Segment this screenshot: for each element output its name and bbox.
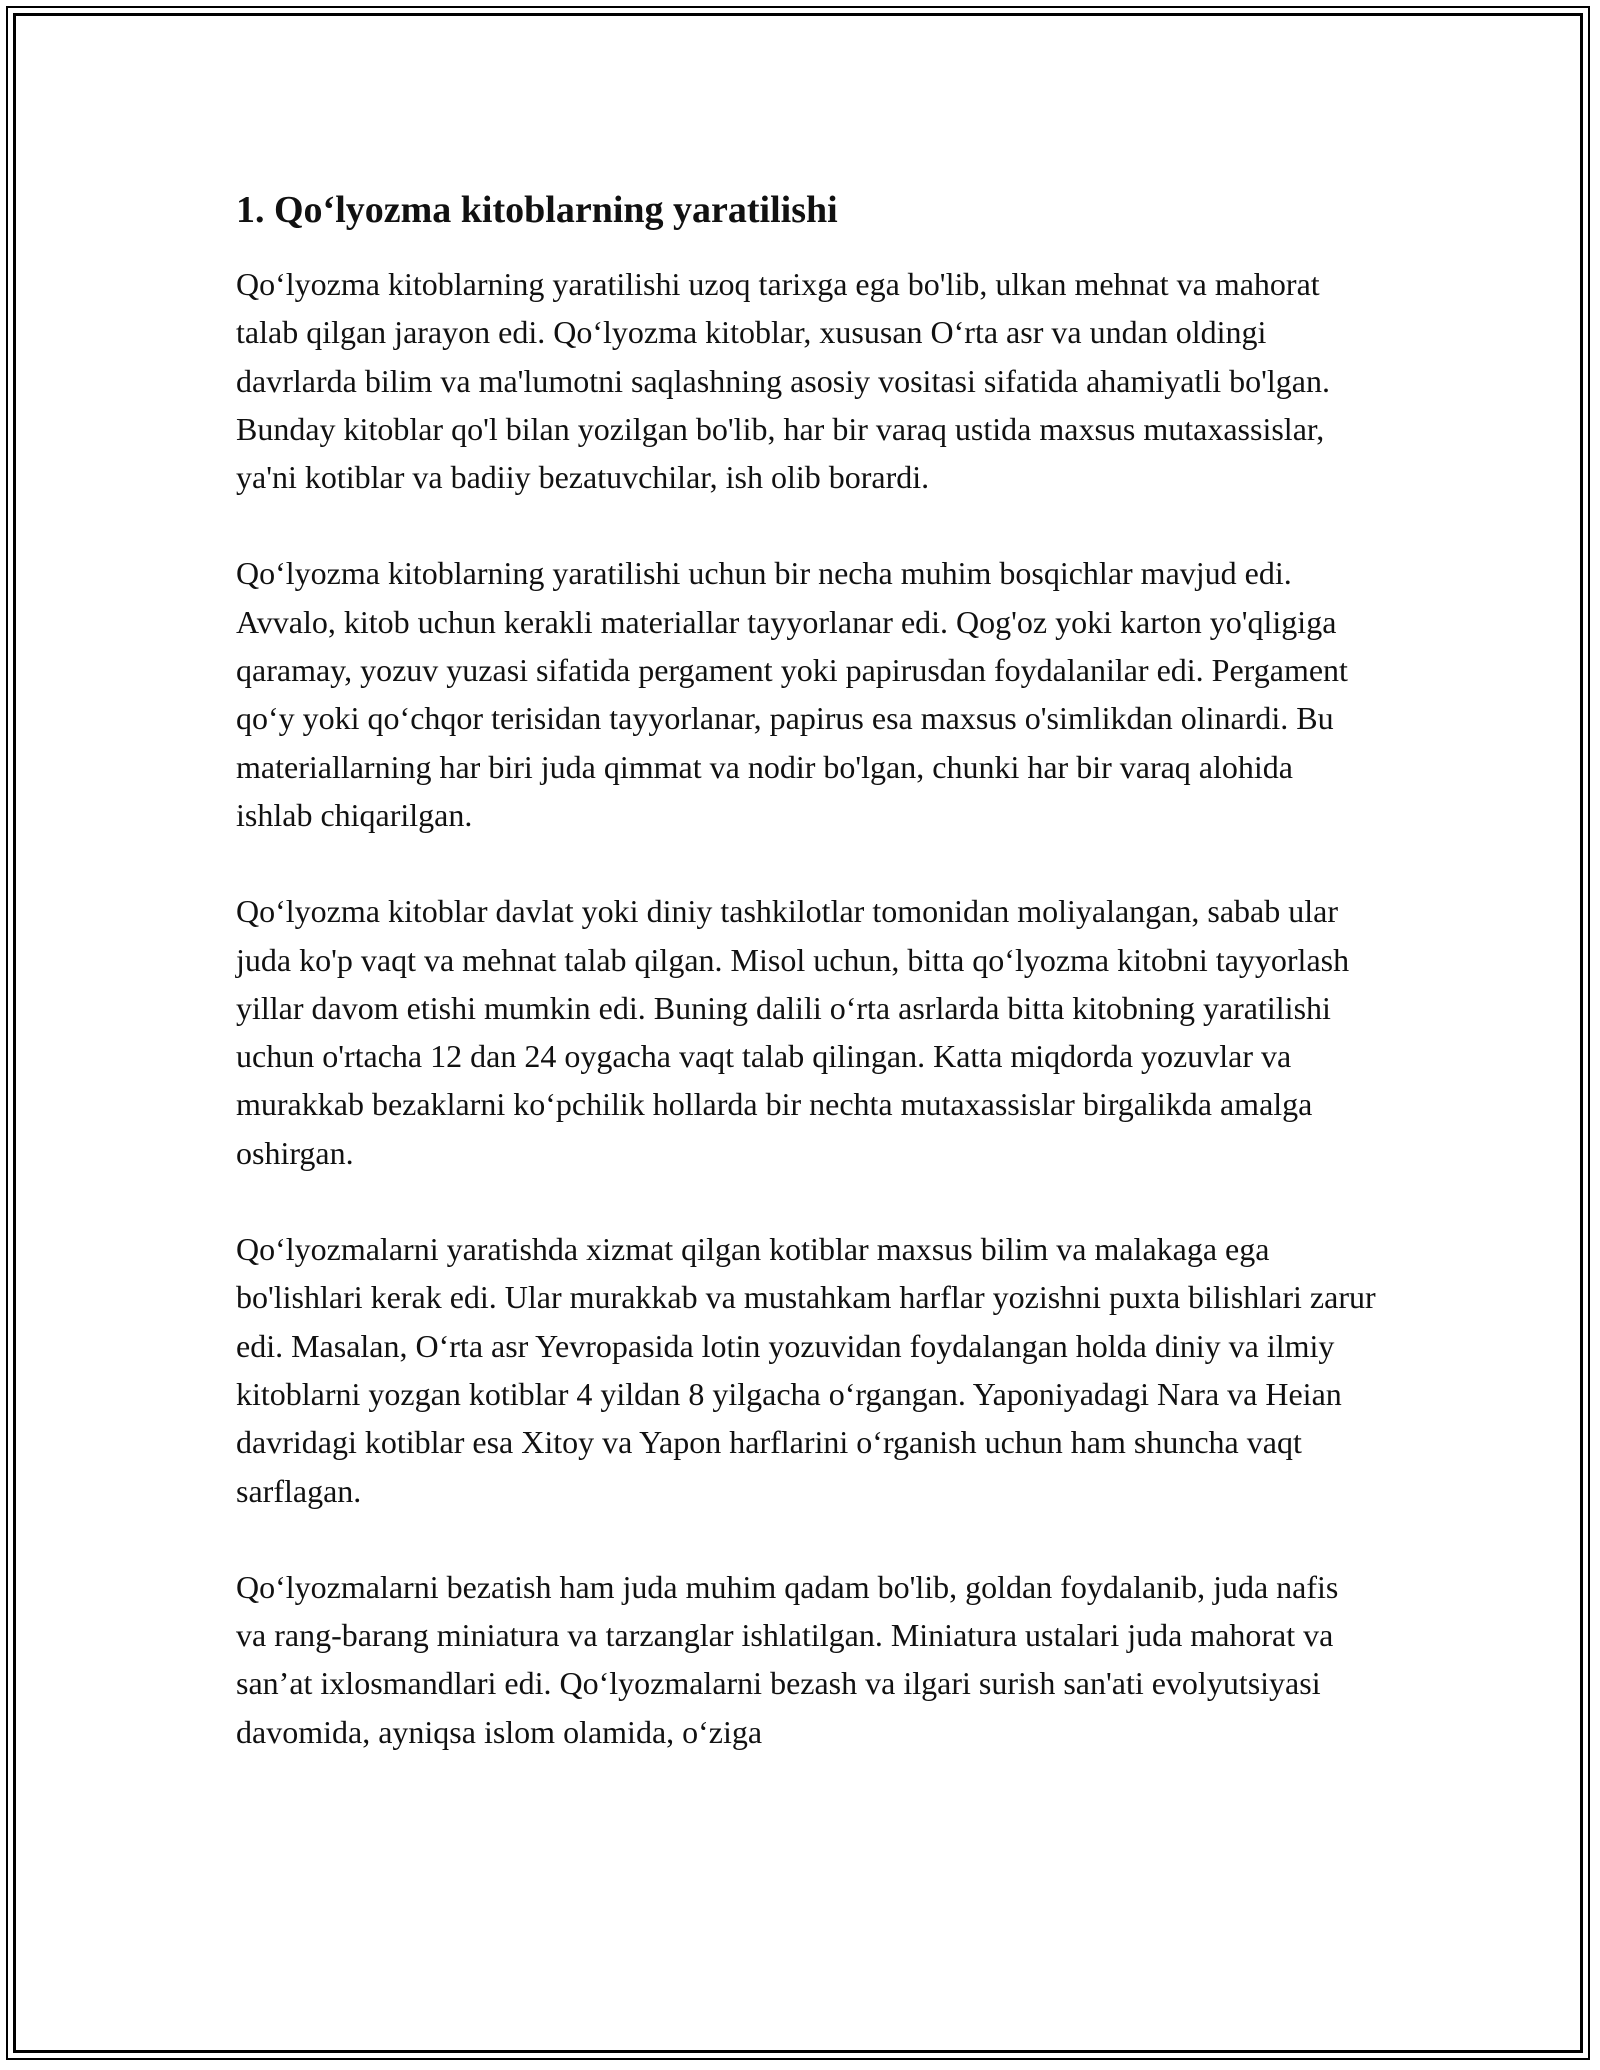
paragraph-3: Qo‘lyozma kitoblar davlat yoki diniy tashkilotlar tomonidan moliyalangan, sabab ular juda ko'p vaqt va mehnat talab qilgan. Misol uchun, bitta qo‘lyozma kitobni tayyorlash yillar davom etishi mumkin edi. Buning dalili o‘rta asrlarda bitta kitobning yaratilishi uchun o'rtacha 12 dan 24 oygacha vaqt talab qilingan. Katta miqdorda yozuvlar va murakkab bezaklarni ko‘pchilik hollarda bir nechta mutaxassislar birgalikda amalga oshirgan. — [236, 893, 1350, 1171]
section-heading: 1. Qo‘lyozma kitoblarning yaratilishi — [236, 189, 838, 231]
paragraph-4: Qo‘lyozmalarni yaratishda xizmat qilgan kotiblar maxsus bilim va malakaga ega bo'lishlari kerak edi. Ular murakkab va mustahkam harflar yozishni puxta bilishlari zarur edi. Masalan, O‘rta asr Yevropasida lotin yozuvidan foydalangan holda diniy va ilmiy kitoblarni yozgan kotiblar 4 yildan 8 yilgacha o‘rgangan. Yaponiyadagi Nara va Heian davridagi kotiblar esa Xitoy va Yapon harflarini o‘rganish uchun ham shuncha vaqt sarflagan. — [236, 1231, 1376, 1509]
document-body — [236, 186, 1376, 1804]
paragraph-5: Qo‘lyozmalarni bezatish ham juda muhim qadam bo'lib, goldan foydalanib, juda nafis va rang-barang miniatura va tarzanglar ishlatilgan. Miniatura ustalari juda mahorat va san’at ixlosmandlari edi. Qo‘lyozmalarni bezash va ilgari surish san'ati evolyutsiyasi davomida, ayniqsa islom olamida, o‘ziga — [236, 1568, 1339, 1750]
paragraph-1: Qo‘lyozma kitoblarning yaratilishi uzoq tarixga ega bo'lib, ulkan mehnat va mahorat talab qilgan jarayon edi. Qo‘lyozma kitoblar, xususan O‘rta asr va undan oldingi davrlarda bilim va ma'lumotni saqlashning asosiy vositasi sifatida ahamiyatli bo'lgan. Bunday kitoblar qo'l bilan yozilgan bo'lib, har bir varaq ustida maxsus mutaxassislar, ya'ni kotiblar va badiiy bezatuvchilar, ish olib borardi. — [236, 266, 1330, 496]
paragraph-2: Qo‘lyozma kitoblarning yaratilishi uchun bir necha muhim bosqichlar mavjud edi. Avvalo, kitob uchun kerakli materiallar tayyorlanar edi. Qog'oz yoki karton yo'qligiga qaramay, yozuv yuzasi sifatida pergament yoki papirusdan foydalanilar edi. Pergament qo‘y yoki qo‘chqor terisidan tayyorlanar, papirus esa maxsus o'simlikdan olinardi. Bu materiallarning har biri juda qimmat va nodir bo'lgan, chunki har bir varaq alohida ishlab chiqarilgan. — [236, 555, 1348, 833]
